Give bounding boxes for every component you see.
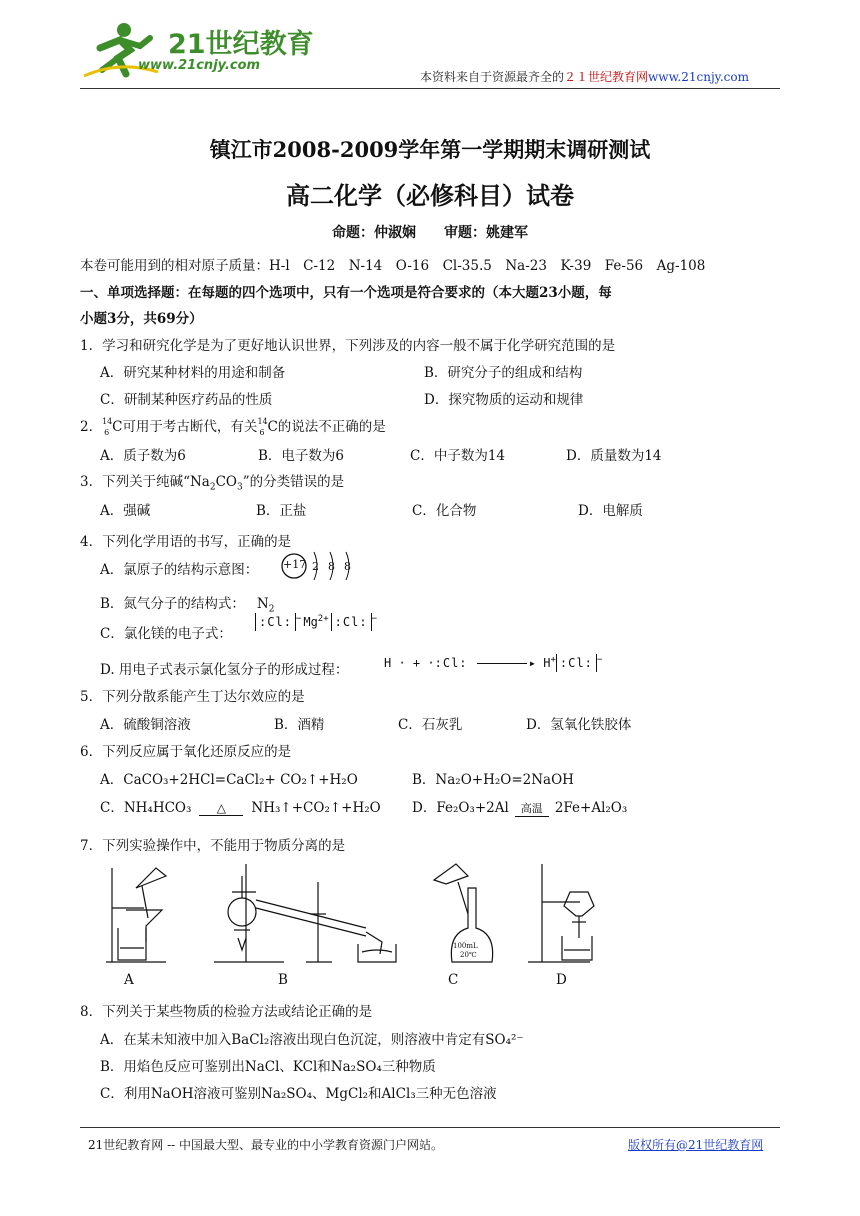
h-atom: H bbox=[384, 656, 392, 670]
q4-b-formula: N bbox=[256, 596, 269, 612]
q2-option-d: D．质量数为14 bbox=[566, 448, 662, 464]
exam-subtitle: 高二化学（必修科目）试卷 bbox=[286, 181, 574, 210]
q3-option-c: C．化合物 bbox=[412, 503, 477, 519]
section-heading-cont: 小题3分，共69分） bbox=[80, 311, 203, 327]
q1-option-c: C．研制某种医疗药品的性质 bbox=[100, 392, 273, 408]
q3-option-d: D．电解质 bbox=[578, 503, 643, 519]
q6-d-reactant: D．Fe₂O₃+2Al bbox=[412, 800, 509, 816]
atomic-masses: 本卷可能用到的相对原子质量：H-l C-12 N-14 O-16 Cl-35.5 Na-23 K-39 Fe-56 Ag-108 bbox=[80, 258, 706, 274]
cl-ion-right: :Cl: bbox=[331, 613, 372, 631]
header-note bbox=[420, 68, 749, 85]
q1-option-a: A．研究某种材料的用途和制备 bbox=[100, 365, 286, 381]
q1-option-d: D．探究物质的运动和规律 bbox=[424, 392, 584, 408]
q2-option-a: A．质子数为6 bbox=[100, 448, 186, 464]
heat-condition-icon: △ bbox=[199, 801, 243, 816]
exam-authors: 命题：仲淑娴 审题：姚建军 bbox=[332, 225, 528, 241]
section-heading: 一、单项选择题：在每题的四个选项中，只有一个选项是符合要求的（本大题23小题，每 bbox=[80, 285, 612, 301]
q2-option-b: B．电子数为6 bbox=[258, 448, 345, 464]
cl-charge-left: − bbox=[295, 614, 302, 624]
q8-stem: 8．下列关于某些物质的检验方法或结论正确的是 bbox=[80, 1004, 373, 1020]
footer-text: 21世纪教育网 -- 中国最大型、最专业的中小学教育资源门户网站。 bbox=[88, 1138, 444, 1152]
logo-url: www.21cnjy.com bbox=[138, 58, 261, 73]
q8-option-b: B．用焰色反应可鉴别出NaCl、KCl和Na₂SO₄三种物质 bbox=[100, 1059, 436, 1075]
q2-stem-end: 的说法不正确的是 bbox=[277, 419, 386, 435]
high-temp-condition: 高温 bbox=[515, 800, 549, 817]
reaction-arrow bbox=[477, 663, 527, 664]
nucleus-charge: +17 bbox=[283, 558, 307, 571]
q1-stem: 1．学习和研究化学是为了更好地认识世界，下列涉及的内容一般不属于化学研究范围的是 bbox=[80, 338, 616, 354]
q2-atomic-number-2: 6 bbox=[259, 428, 265, 437]
footer-divider bbox=[80, 1127, 780, 1128]
shell-2: 8 bbox=[328, 560, 335, 573]
q4-stem: 4．下列化学用语的书写，正确的是 bbox=[80, 534, 292, 550]
exam-title: 镇江市2008-2009学年第一学期期末调研测试 bbox=[209, 137, 651, 162]
header-divider bbox=[80, 88, 780, 89]
q2-mass-number-2: 14 bbox=[257, 417, 268, 426]
apparatus-label-c: C bbox=[448, 972, 459, 988]
cl-symbol-left: Cl bbox=[267, 615, 284, 629]
q5-option-a: A．硫酸铜溶液 bbox=[100, 717, 191, 733]
footer-copyright-link[interactable]: 版权所有@21世纪教育网 bbox=[628, 1138, 764, 1152]
q3-option-b: B．正盐 bbox=[256, 503, 307, 519]
cl-atom-symbol: Cl bbox=[442, 656, 460, 670]
cl-ion-symbol: Cl bbox=[568, 656, 585, 670]
header-site-name[interactable]: ２１世纪教育网 bbox=[564, 70, 649, 84]
cl-charge-right: − bbox=[371, 614, 377, 624]
logo-text: 21世纪教育 bbox=[168, 29, 314, 60]
q4-option-c: C．氯化镁的电子式： bbox=[100, 626, 232, 642]
q7-stem: 7．下列实验操作中，不能用于物质分离的是 bbox=[80, 838, 346, 854]
q8-option-a: A．在某未知液中加入BaCl₂溶液出现白色沉淀，则溶液中肯定有SO₄²⁻ bbox=[100, 1032, 524, 1048]
q5-option-b: B．酒精 bbox=[274, 717, 325, 733]
q3-sub-3: 3 bbox=[237, 482, 243, 493]
lab-apparatus-icon bbox=[96, 858, 616, 964]
apparatus-label-a: A bbox=[124, 972, 134, 988]
q1-option-b: B．研究分子的组成和结构 bbox=[424, 365, 583, 381]
q6-d-products: 2Fe+Al₂O₃ bbox=[554, 800, 628, 816]
q4-option-d: D. 用电子式表示氯化氢分子的形成过程： bbox=[100, 662, 349, 678]
apparatus-label-d: D bbox=[556, 972, 567, 988]
q6-c-reactant: C．NH₄HCO₃ bbox=[100, 800, 192, 816]
q3-sub-2: 2 bbox=[209, 482, 216, 493]
q6-stem: 6．下列反应属于氧化还原反应的是 bbox=[80, 744, 292, 760]
apparatus-label-b: B bbox=[278, 972, 288, 988]
cl-atom: :Cl: bbox=[434, 656, 468, 670]
q6-option-a: A．CaCO₃+2HCl=CaCl₂+ CO₂↑+H₂O bbox=[100, 772, 358, 788]
mg-charge: 2+ bbox=[317, 614, 329, 624]
cl-ion: :Cl: bbox=[556, 654, 597, 672]
q6-c-products: NH₃↑+CO₂↑+H₂O bbox=[251, 800, 381, 816]
hcl-formation-formula: H · + ·:Cl: ▸ H+ :Cl: − bbox=[384, 655, 603, 670]
cl-ion-charge: − bbox=[596, 655, 603, 665]
q2-atomic-number: 6 bbox=[104, 428, 110, 437]
header-note-prefix: 本资料来自于资源最齐全的 bbox=[420, 70, 565, 84]
q3-stem-post: ”的分类错误的是 bbox=[242, 474, 345, 490]
q4-option-b bbox=[100, 592, 274, 615]
flask-temperature-mark: 20℃ bbox=[460, 951, 477, 959]
q2-stem-mid: 可用于考古断代，有关 bbox=[122, 419, 258, 435]
plus-sign: + bbox=[412, 656, 421, 670]
q3-stem-pre: 3．下列关于纯碱“Na bbox=[80, 474, 210, 490]
cl-ion-left: :Cl: bbox=[255, 613, 296, 631]
q4-option-b-label: B．氮气分子的结构式： bbox=[100, 596, 245, 612]
q2-symbol: C bbox=[112, 419, 123, 435]
header-site-url[interactable]: www.21cnjy.com bbox=[648, 70, 749, 84]
q6-option-b: B．Na₂O+H₂O=2NaOH bbox=[412, 772, 574, 788]
mg-symbol: Mg bbox=[303, 615, 318, 629]
mgcl2-electron-formula bbox=[255, 614, 377, 629]
q3-stem-mid: CO bbox=[215, 474, 237, 490]
q2-number: 2． bbox=[80, 419, 103, 435]
cl-symbol-right: Cl bbox=[342, 615, 360, 629]
shell-3: 8 bbox=[344, 560, 351, 573]
q2-option-c: C．中子数为14 bbox=[410, 448, 506, 464]
shell-1: 2 bbox=[312, 560, 319, 573]
flask-volume-mark: 100mL bbox=[453, 942, 478, 950]
q8-option-c: C．利用NaOH溶液可鉴别Na₂SO₄、MgCl₂和AlCl₃三种无色溶液 bbox=[100, 1086, 497, 1102]
q5-option-c: C．石灰乳 bbox=[398, 717, 463, 733]
lab-apparatus-figure bbox=[96, 858, 616, 964]
q2-mass-number: 14 bbox=[102, 417, 113, 426]
arrow-head-icon: ▸ bbox=[528, 656, 536, 670]
q3-option-a: A．强碱 bbox=[100, 503, 151, 519]
h-ion: H bbox=[543, 656, 551, 670]
q2-isotope-2 bbox=[257, 417, 268, 437]
q2-isotope bbox=[102, 417, 113, 437]
q6-option-c bbox=[100, 796, 381, 816]
q5-stem: 5．下列分散系能产生丁达尔效应的是 bbox=[80, 689, 305, 705]
q2-symbol-2: C bbox=[267, 419, 278, 435]
q4-option-a: A．氯原子的结构示意图： bbox=[100, 562, 259, 578]
q3-stem bbox=[80, 470, 344, 493]
h-ion-charge: + bbox=[550, 655, 556, 665]
chlorine-atom-diagram bbox=[280, 549, 360, 583]
q5-option-d: D．氢氧化铁胶体 bbox=[526, 717, 632, 733]
q2-stem bbox=[80, 415, 386, 435]
q4-b-sub: 2 bbox=[268, 604, 275, 615]
site-logo bbox=[80, 18, 314, 80]
q6-option-d bbox=[412, 796, 627, 817]
